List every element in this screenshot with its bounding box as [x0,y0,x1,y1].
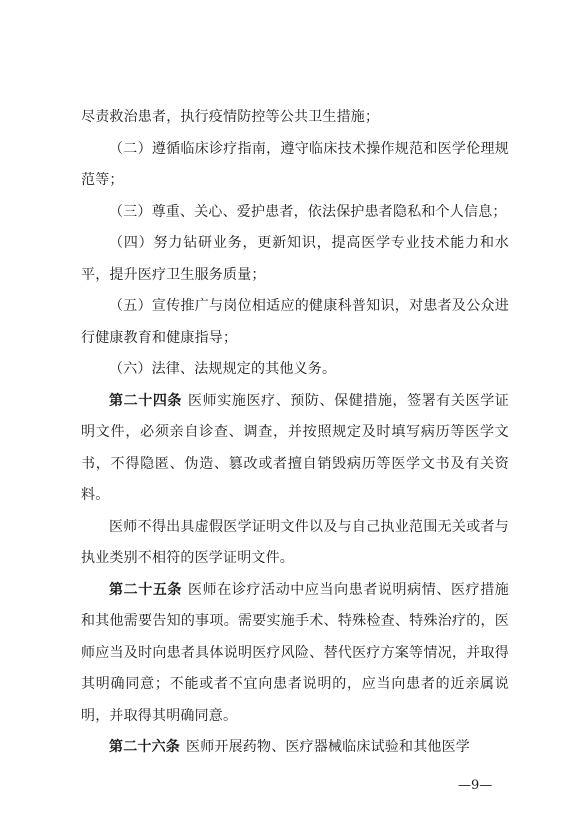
article-26-text: 医师开展药物、医疗器械临床试验和其他医学 [186,739,470,755]
article-24-label: 第二十四条 [109,392,183,409]
article-26-label: 第二十六条 [109,739,180,755]
paragraph-item-4: （四）努力钻研业务，更新知识，提高医学专业技术能力和水平，提升医疗卫生服务质量； [81,235,509,283]
article-26 [81,732,509,764]
article-25-label: 第二十五条 [109,581,183,598]
paragraph-item-5: （五）宣传推广与岗位相适应的健康科普知识，对患者及公众进行健康教育和健康指导； [81,298,509,346]
article-24-text: 医师实施医疗、预防、保健措施，签署有关医学证明文件，必须亲自诊查、调查，并按照规定及时填写病历等医学文书，不得隐匿、伪造、篡改或者擅自销毁病历等医学文书及有关资料。 [81,392,510,503]
article-25 [81,575,509,733]
article-24-paragraph-2: 医师不得出具虚假医学证明文件以及与自己执业范围无关或者与执业类别不相符的医学证明文件。 [81,518,509,566]
paragraph-item-2: （二）遵循临床诊疗指南，遵守临床技术操作规范和医学伦理规范等； [81,140,509,188]
paragraph-continuation: 尽责救治患者，执行疫情防控等公共卫生措施； [81,109,380,125]
paragraph-item-6: （六）法律、法规规定的其他义务。 [109,361,337,377]
article-24 [81,386,509,512]
page-number: —9— [458,778,493,793]
document-body [81,102,509,764]
article-25-text: 医师在诊疗活动中应当向患者说明病情、医疗措施和其他需要告知的事项。需要实施手术、特殊检查、特殊治疗的，医师应当及时向患者具体说明医疗风险、替代医疗方案等情况，并取得其明确同意；不能或者不宜向患者说明的，应当向患者的近亲属说明，并取得其明确同意。 [81,581,510,724]
paragraph-item-3: （三）尊重、关心、爱护患者，依法保护患者隐私和个人信息； [109,203,507,220]
